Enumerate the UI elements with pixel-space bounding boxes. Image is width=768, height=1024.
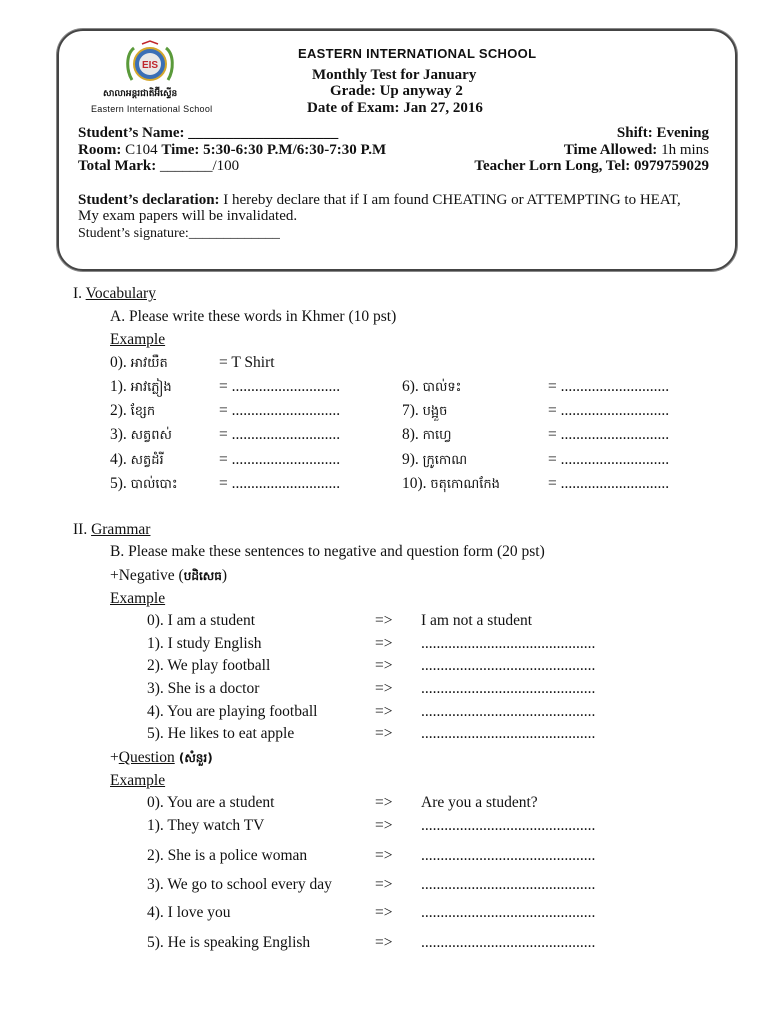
arrow: => [375,817,393,834]
vocabulary-roman: I. [73,285,86,302]
vocab-word: កាហ្វេ [422,428,452,443]
vocab-num: 3). [110,426,131,443]
arrow: => [375,657,393,674]
school-logo-icon [124,40,176,86]
grammar-instruction: B. Please make these sentences to negative and question form (20 pst) [110,543,545,560]
question-answer: Are you a student? [421,794,538,811]
grade-line: Grade: Up anyway 2 [330,83,463,99]
vocab-blank[interactable]: = ............................ [219,402,341,419]
logo-english-name: Eastern International School [91,104,213,114]
vocab-item [402,475,500,495]
logo-khmer-name: សាលាអន្តរជាតិអ៊ីស្ទើន [103,89,178,99]
vocab-blank[interactable]: = ............................ [548,451,670,468]
exam-date: Date of Exam: Jan 27, 2016 [307,100,483,116]
negative-answer-blank[interactable]: ............................................. [421,725,596,742]
question-sentence: 3). We go to school every day [147,876,332,893]
arrow: => [375,934,393,951]
negative-heading-label: +Negative ( [110,567,184,584]
declaration-text-2: My exam papers will be invalidated. [78,208,298,224]
vocab-word: សត្វដំរី [130,453,164,468]
vocabulary-title: Vocabulary [85,285,156,302]
vocab-word: សត្វពស់ [130,428,172,443]
vocab-word: ចតុកោណកែង [430,477,500,492]
negative-khmer: បដិសេធ [183,569,222,583]
declaration-text: I hereby declare that if I am found CHEATING or ATTEMPTING to HEAT, [219,192,681,208]
vocabulary-example-row [110,354,168,374]
vocab-blank[interactable]: = ............................ [548,402,670,419]
arrow: => [375,794,393,811]
arrow: => [375,635,393,652]
grammar-roman: II. [73,521,92,538]
room-label: Room: [78,142,122,158]
time-label: Time: 5:30-6:30 P.M/6:30-7:30 P.M [161,142,387,158]
vocab-word: ខ្សែក [130,404,156,419]
vocab-item [110,402,155,422]
question-answer-blank[interactable]: ............................................. [421,904,596,921]
vocab-blank[interactable]: = ............................ [219,426,341,443]
arrow: => [375,876,393,893]
declaration-label: Student’s declaration: [78,192,220,208]
vocab-word: អាវយឺត [130,356,168,371]
vocab-blank[interactable]: = ............................ [548,475,670,492]
negative-sentence: 0). I am a student [147,612,256,629]
negative-example-label: Example [110,590,166,607]
teacher-info: Teacher Lorn Long, Tel: 0979759029 [474,158,709,174]
question-answer-blank[interactable]: ............................................. [421,847,596,864]
arrow: => [375,612,393,629]
vocab-num: 6). [402,378,423,395]
vocabulary-instruction: A. Please write these words in Khmer (10 pst) [110,308,397,325]
vocab-num: 10). [402,475,431,492]
vocab-num: 1). [110,378,131,395]
vocabulary-example-label: Example [110,331,166,348]
arrow: => [375,703,393,720]
vocabulary-heading [73,285,156,303]
vocab-item [402,378,461,398]
vocab-blank[interactable]: = ............................ [219,451,341,468]
vocab-word: ក្រូកោណ [422,453,468,468]
vocab-num: 4). [110,451,131,468]
total-mark-row [78,158,239,175]
vocab-item [402,426,452,446]
school-name: EASTERN INTERNATIONAL SCHOOL [298,46,537,61]
vocab-num: 7). [402,402,423,419]
arrow: => [375,725,393,742]
school-logo [124,40,176,86]
question-sentence: 1). They watch TV [147,817,265,834]
negative-answer-blank[interactable]: ............................................. [421,635,596,652]
time-allowed-row [564,142,709,159]
arrow: => [375,680,393,697]
vocab-item [110,475,178,495]
question-heading [110,749,213,768]
student-name-blank[interactable]: ____________________ [188,125,339,141]
arrow: => [375,904,393,921]
vocab-num: 9). [402,451,423,468]
vocab-num: 0). [110,354,131,371]
vocab-num: 2). [110,402,131,419]
vocab-item [402,402,447,422]
question-answer-blank[interactable]: ............................................. [421,817,596,834]
negative-answer-blank[interactable]: ............................................. [421,657,596,674]
vocab-blank[interactable]: = ............................ [548,378,670,395]
student-name-label: Student’s Name: [78,125,185,141]
negative-answer-blank[interactable]: ............................................. [421,703,596,720]
vocab-word: អាវភ្លៀង [130,380,172,395]
vocabulary-example-answer: = T Shirt [219,354,275,371]
vocab-word: បង្អួច [422,404,448,419]
question-sentence: 5). He is speaking English [147,934,311,951]
negative-sentence: 1). I study English [147,635,262,652]
vocab-item [110,426,172,446]
room-row [78,142,386,159]
vocab-blank[interactable]: = ............................ [219,475,341,492]
question-sentence: 0). You are a student [147,794,275,811]
shift-label: Shift: Evening [616,125,709,141]
vocab-item [402,451,467,471]
signature-blank[interactable]: _____________ [188,226,280,241]
vocab-item [110,378,172,398]
test-title: Monthly Test for January [312,67,477,83]
logo-badge: EIS [141,60,159,71]
grammar-heading [73,521,150,539]
question-heading-label: Question [118,749,175,766]
negative-answer: I am not a student [421,612,533,629]
negative-close: ) [221,567,227,584]
negative-sentence: 3). She is a doctor [147,680,260,697]
negative-heading [110,567,227,586]
room-value: C104 [121,142,162,158]
negative-sentence: 5). He likes to eat apple [147,725,295,742]
grammar-title: Grammar [91,521,151,538]
question-sentence: 4). I love you [147,904,231,921]
total-mark-value[interactable]: _______/100 [156,158,240,174]
vocab-item [110,451,164,471]
question-answer-blank[interactable]: ............................................. [421,934,596,951]
signature-row [78,226,280,242]
vocab-num: 8). [402,426,423,443]
time-allowed-value: 1h mins [657,142,709,158]
arrow: => [375,847,393,864]
vocab-word: បាល់បោះ [130,477,178,492]
vocab-word: បាល់ទះ [422,380,462,395]
question-example-label: Example [110,772,166,789]
signature-label: Student’s signature: [78,226,189,241]
question-sentence: 2). She is a police woman [147,847,308,864]
question-heading-prefix: + [110,749,119,766]
negative-sentence: 2). We play football [147,657,271,674]
total-mark-label: Total Mark: [78,158,157,174]
time-allowed-label: Time Allowed: [563,142,658,158]
question-khmer: (សំនួរ) [174,751,213,765]
vocab-blank[interactable]: = ............................ [548,426,670,443]
declaration-row [78,192,681,209]
question-answer-blank[interactable]: ............................................. [421,876,596,893]
student-name-row [78,125,338,142]
negative-sentence: 4). You are playing football [147,703,318,720]
vocab-blank[interactable]: = ............................ [219,378,341,395]
negative-answer-blank[interactable]: ............................................. [421,680,596,697]
vocab-num: 5). [110,475,131,492]
